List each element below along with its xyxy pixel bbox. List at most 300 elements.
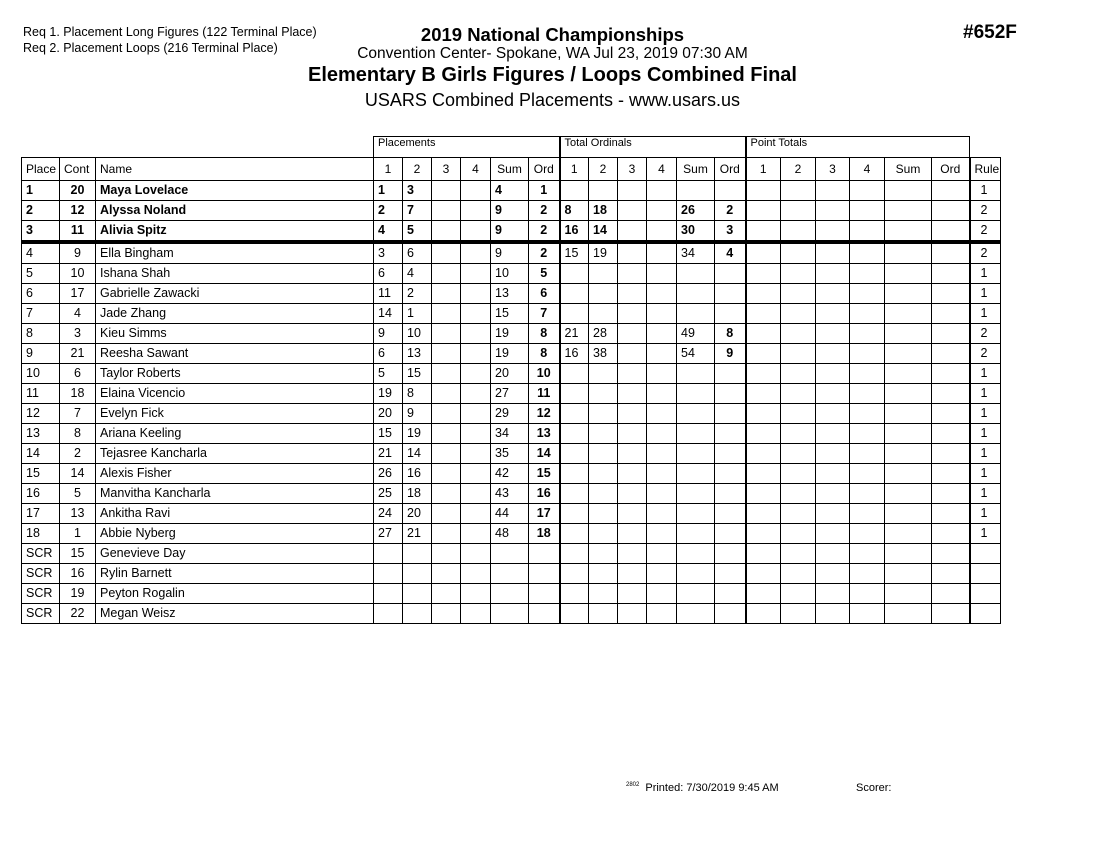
cell-points-empty (746, 201, 781, 221)
cell-t4 (647, 604, 677, 624)
cell-p4 (461, 304, 491, 324)
cell-t2 (589, 404, 618, 424)
scorer-label: Scorer: (856, 782, 892, 794)
cell-points-empty (816, 564, 850, 584)
table-row (22, 464, 1001, 484)
cell-points-empty (746, 584, 781, 604)
col-rule: Rule (970, 158, 1001, 181)
cell-points-empty (746, 264, 781, 284)
event-number: #652F (963, 22, 1017, 43)
cell-p2 (403, 604, 432, 624)
cell-t2 (589, 564, 618, 584)
cell-t3 (618, 464, 647, 484)
cell-place: 8 (22, 324, 60, 344)
cell-pord (529, 584, 560, 604)
cell-p1: 20 (374, 404, 403, 424)
cell-points-empty (885, 484, 932, 504)
cell-t2 (589, 524, 618, 544)
cell-p3 (432, 404, 461, 424)
table-row (22, 324, 1001, 344)
cell-t3 (618, 181, 647, 201)
cell-cont: 11 (60, 221, 96, 243)
col-cont: Cont (60, 158, 96, 181)
cell-t1 (560, 181, 589, 201)
placements-group-header: Placements (374, 137, 560, 158)
cell-points-empty (850, 324, 885, 344)
cell-p3 (432, 444, 461, 464)
cell-t3 (618, 524, 647, 544)
cell-t2 (589, 364, 618, 384)
col-ord-j4: 4 (647, 158, 677, 181)
table-row (22, 484, 1001, 504)
cell-rule: 1 (970, 284, 1001, 304)
cell-t2 (589, 584, 618, 604)
cell-t1: 15 (560, 242, 589, 264)
cell-p2: 8 (403, 384, 432, 404)
cell-rule: 1 (970, 384, 1001, 404)
cell-t3 (618, 344, 647, 364)
col-pts-j3: 3 (816, 158, 850, 181)
cell-place: 9 (22, 344, 60, 364)
cell-points-empty (932, 424, 970, 444)
cell-p2 (403, 584, 432, 604)
cell-p4 (461, 364, 491, 384)
cell-points-empty (850, 181, 885, 201)
cell-rule: 1 (970, 181, 1001, 201)
col-ord-j3: 3 (618, 158, 647, 181)
cell-points-empty (932, 464, 970, 484)
cell-tord (715, 484, 746, 504)
cell-psum: 4 (491, 181, 529, 201)
cell-points-empty (816, 444, 850, 464)
cell-p3 (432, 564, 461, 584)
table-row (22, 564, 1001, 584)
cell-points-empty (885, 584, 932, 604)
cell-t4 (647, 464, 677, 484)
cell-p1: 5 (374, 364, 403, 384)
cell-t3 (618, 304, 647, 324)
col-pts-j4: 4 (850, 158, 885, 181)
cell-p2: 21 (403, 524, 432, 544)
cell-t1 (560, 444, 589, 464)
cell-p4 (461, 484, 491, 504)
cell-place: 6 (22, 284, 60, 304)
cell-points-empty (781, 344, 816, 364)
cell-points-empty (932, 544, 970, 564)
cell-t4 (647, 524, 677, 544)
cell-pord: 11 (529, 384, 560, 404)
cell-p3 (432, 242, 461, 264)
cell-place: 10 (22, 364, 60, 384)
cell-p2: 9 (403, 404, 432, 424)
cell-tord (715, 284, 746, 304)
cell-tsum (677, 584, 715, 604)
cell-points-empty (816, 384, 850, 404)
cell-tord: 8 (715, 324, 746, 344)
cell-pord: 14 (529, 444, 560, 464)
table-row (22, 304, 1001, 324)
cell-t2: 38 (589, 344, 618, 364)
cell-place: 7 (22, 304, 60, 324)
cell-points-empty (850, 284, 885, 304)
group-header-row (22, 137, 1001, 158)
cell-tsum (677, 424, 715, 444)
cell-points-empty (932, 384, 970, 404)
cell-p2 (403, 544, 432, 564)
cell-cont: 17 (60, 284, 96, 304)
cell-p3 (432, 504, 461, 524)
cell-pord: 1 (529, 181, 560, 201)
cell-points-empty (850, 242, 885, 264)
cell-pord: 13 (529, 424, 560, 444)
cell-p4 (461, 284, 491, 304)
cell-points-empty (885, 242, 932, 264)
cell-points-empty (781, 221, 816, 243)
cell-tord: 2 (715, 201, 746, 221)
cell-cont: 14 (60, 464, 96, 484)
cell-t1: 16 (560, 221, 589, 243)
cell-points-empty (746, 324, 781, 344)
cell-points-empty (850, 604, 885, 624)
cell-points-empty (816, 201, 850, 221)
cell-cont: 10 (60, 264, 96, 284)
col-place-j2: 2 (403, 158, 432, 181)
cell-points-empty (932, 504, 970, 524)
table-row (22, 524, 1001, 544)
cell-points-empty (850, 264, 885, 284)
cell-rule: 1 (970, 404, 1001, 424)
cell-points-empty (885, 524, 932, 544)
cell-points-empty (885, 404, 932, 424)
cell-t2 (589, 464, 618, 484)
cell-points-empty (885, 364, 932, 384)
cell-cont: 1 (60, 524, 96, 544)
cell-psum: 19 (491, 324, 529, 344)
cell-tsum (677, 264, 715, 284)
cell-p2: 5 (403, 221, 432, 243)
cell-points-empty (932, 604, 970, 624)
cell-t3 (618, 221, 647, 243)
cell-points-empty (885, 444, 932, 464)
cell-name: Ella Bingham (96, 242, 374, 264)
cell-psum (491, 584, 529, 604)
table-row (22, 384, 1001, 404)
cell-p1: 21 (374, 444, 403, 464)
cell-name: Peyton Rogalin (96, 584, 374, 604)
cell-pord: 10 (529, 364, 560, 384)
cell-tsum (677, 464, 715, 484)
cell-tord (715, 564, 746, 584)
cell-points-empty (885, 221, 932, 243)
cell-name: Jade Zhang (96, 304, 374, 324)
cell-points-empty (850, 564, 885, 584)
col-place-j3: 3 (432, 158, 461, 181)
cell-rule: 1 (970, 504, 1001, 524)
cell-points-empty (781, 524, 816, 544)
cell-t2: 28 (589, 324, 618, 344)
cell-pord (529, 604, 560, 624)
cell-tsum (677, 304, 715, 324)
total-ordinals-group-header: Total Ordinals (560, 137, 746, 158)
cell-t1 (560, 384, 589, 404)
table-row (22, 242, 1001, 264)
cell-cont: 12 (60, 201, 96, 221)
table-row (22, 544, 1001, 564)
cell-t3 (618, 584, 647, 604)
cell-pord (529, 544, 560, 564)
cell-t4 (647, 424, 677, 444)
cell-cont: 19 (60, 584, 96, 604)
cell-name: Maya Lovelace (96, 181, 374, 201)
cell-cont: 21 (60, 344, 96, 364)
cell-points-empty (746, 221, 781, 243)
cell-p3 (432, 284, 461, 304)
cell-points-empty (746, 284, 781, 304)
cell-tord (715, 364, 746, 384)
cell-points-empty (816, 221, 850, 243)
cell-t1 (560, 564, 589, 584)
cell-points-empty (932, 264, 970, 284)
cell-tord (715, 604, 746, 624)
cell-tord (715, 404, 746, 424)
cell-rule (970, 584, 1001, 604)
cell-points-empty (932, 584, 970, 604)
cell-t2 (589, 484, 618, 504)
cell-p4 (461, 524, 491, 544)
cell-rule: 2 (970, 344, 1001, 364)
cell-psum (491, 544, 529, 564)
cell-p4 (461, 544, 491, 564)
cell-t3 (618, 284, 647, 304)
cell-tsum (677, 544, 715, 564)
cell-points-empty (746, 242, 781, 264)
cell-tord (715, 464, 746, 484)
cell-points-empty (932, 344, 970, 364)
cell-points-empty (932, 221, 970, 243)
cell-p1 (374, 544, 403, 564)
cell-points-empty (850, 364, 885, 384)
cell-points-empty (932, 484, 970, 504)
cell-rule: 1 (970, 444, 1001, 464)
cell-t4 (647, 444, 677, 464)
cell-pord: 7 (529, 304, 560, 324)
cell-t2 (589, 424, 618, 444)
cell-points-empty (816, 404, 850, 424)
cell-p2: 10 (403, 324, 432, 344)
cell-points-empty (932, 201, 970, 221)
cell-name: Elaina Vicencio (96, 384, 374, 404)
cell-points-empty (885, 464, 932, 484)
cell-points-empty (885, 324, 932, 344)
cell-points-empty (781, 242, 816, 264)
cell-place: SCR (22, 564, 60, 584)
cell-points-empty (850, 484, 885, 504)
results-table (21, 136, 1001, 624)
cell-pord: 2 (529, 201, 560, 221)
cell-points-empty (746, 181, 781, 201)
cell-p3 (432, 364, 461, 384)
cell-points-empty (746, 604, 781, 624)
cell-cont: 13 (60, 504, 96, 524)
cell-p4 (461, 444, 491, 464)
cell-points-empty (932, 404, 970, 424)
cell-p3 (432, 604, 461, 624)
cell-t2 (589, 384, 618, 404)
col-pts-ord: Ord (932, 158, 970, 181)
cell-points-empty (746, 544, 781, 564)
cell-tsum (677, 604, 715, 624)
cell-points-empty (746, 364, 781, 384)
cell-name: Alexis Fisher (96, 464, 374, 484)
cell-t4 (647, 344, 677, 364)
cell-t2 (589, 284, 618, 304)
cell-name: Kieu Simms (96, 324, 374, 344)
cell-place: 18 (22, 524, 60, 544)
cell-points-empty (932, 324, 970, 344)
cell-p1: 3 (374, 242, 403, 264)
cell-p1: 9 (374, 324, 403, 344)
cell-t1 (560, 284, 589, 304)
cell-points-empty (816, 424, 850, 444)
cell-points-empty (781, 404, 816, 424)
cell-place: 11 (22, 384, 60, 404)
cell-t3 (618, 484, 647, 504)
cell-tord (715, 504, 746, 524)
cell-p2: 20 (403, 504, 432, 524)
cell-tord: 4 (715, 242, 746, 264)
cell-p1: 19 (374, 384, 403, 404)
cell-p4 (461, 584, 491, 604)
cell-rule: 1 (970, 464, 1001, 484)
cell-p2: 19 (403, 424, 432, 444)
cell-points-empty (746, 524, 781, 544)
cell-p1: 25 (374, 484, 403, 504)
cell-t4 (647, 584, 677, 604)
cell-tsum (677, 524, 715, 544)
cell-points-empty (816, 524, 850, 544)
cell-place: 5 (22, 264, 60, 284)
cell-place: SCR (22, 604, 60, 624)
cell-points-empty (885, 544, 932, 564)
cell-p1: 4 (374, 221, 403, 243)
table-row (22, 584, 1001, 604)
cell-tord (715, 181, 746, 201)
cell-points-empty (850, 524, 885, 544)
cell-points-empty (781, 324, 816, 344)
cell-points-empty (816, 344, 850, 364)
cell-t4 (647, 384, 677, 404)
cell-cont: 2 (60, 444, 96, 464)
cell-name: Evelyn Fick (96, 404, 374, 424)
cell-points-empty (850, 344, 885, 364)
col-ord-ord: Ord (715, 158, 746, 181)
cell-p4 (461, 424, 491, 444)
cell-psum: 19 (491, 344, 529, 364)
cell-p1: 6 (374, 264, 403, 284)
cell-p4 (461, 242, 491, 264)
printed-timestamp: Printed: 7/30/2019 9:45 AM (645, 782, 779, 794)
cell-tord (715, 444, 746, 464)
cell-p1: 1 (374, 181, 403, 201)
cell-t4 (647, 564, 677, 584)
cell-p2: 2 (403, 284, 432, 304)
cell-psum: 42 (491, 464, 529, 484)
table-row (22, 264, 1001, 284)
cell-points-empty (850, 444, 885, 464)
cell-tord: 3 (715, 221, 746, 243)
cell-cont: 3 (60, 324, 96, 344)
cell-t4 (647, 181, 677, 201)
table-row (22, 424, 1001, 444)
cell-points-empty (746, 564, 781, 584)
cell-t4 (647, 484, 677, 504)
cell-rule (970, 604, 1001, 624)
col-ord-j1: 1 (560, 158, 589, 181)
cell-points-empty (885, 344, 932, 364)
cell-points-empty (850, 424, 885, 444)
cell-t1: 8 (560, 201, 589, 221)
venue-line: Convention Center- Spokane, WA Jul 23, 2019 07:30 AM (357, 45, 748, 62)
cell-points-empty (816, 181, 850, 201)
cell-t2 (589, 264, 618, 284)
cell-pord: 8 (529, 324, 560, 344)
cell-points-empty (850, 304, 885, 324)
cell-psum: 27 (491, 384, 529, 404)
cell-place: 1 (22, 181, 60, 201)
cell-points-empty (850, 384, 885, 404)
cell-t3 (618, 404, 647, 424)
cell-points-empty (746, 384, 781, 404)
cell-psum: 29 (491, 404, 529, 424)
cell-p2: 15 (403, 364, 432, 384)
cell-tsum (677, 484, 715, 504)
cell-psum: 34 (491, 424, 529, 444)
cell-pord: 12 (529, 404, 560, 424)
cell-t1 (560, 364, 589, 384)
cell-t1 (560, 604, 589, 624)
cell-t3 (618, 444, 647, 464)
requirement-2: Req 2. Placement Loops (216 Terminal Place) (23, 41, 278, 55)
cell-points-empty (885, 604, 932, 624)
cell-points-empty (781, 264, 816, 284)
cell-points-empty (816, 604, 850, 624)
cell-name: Taylor Roberts (96, 364, 374, 384)
cell-tsum (677, 384, 715, 404)
cell-points-empty (816, 484, 850, 504)
cell-t4 (647, 284, 677, 304)
cell-cont: 20 (60, 181, 96, 201)
cell-p4 (461, 324, 491, 344)
cell-points-empty (781, 181, 816, 201)
cell-p3 (432, 304, 461, 324)
cell-points-empty (746, 464, 781, 484)
cell-p2: 3 (403, 181, 432, 201)
cell-psum: 43 (491, 484, 529, 504)
cell-tsum (677, 404, 715, 424)
cell-points-empty (932, 284, 970, 304)
cell-tord (715, 384, 746, 404)
cell-points-empty (885, 504, 932, 524)
table-row (22, 284, 1001, 304)
cell-tord (715, 264, 746, 284)
cell-p1: 14 (374, 304, 403, 324)
cell-p2: 7 (403, 201, 432, 221)
cell-t1 (560, 524, 589, 544)
cell-place: 13 (22, 424, 60, 444)
cell-points-empty (781, 444, 816, 464)
cell-points-empty (932, 524, 970, 544)
cell-p3 (432, 221, 461, 243)
